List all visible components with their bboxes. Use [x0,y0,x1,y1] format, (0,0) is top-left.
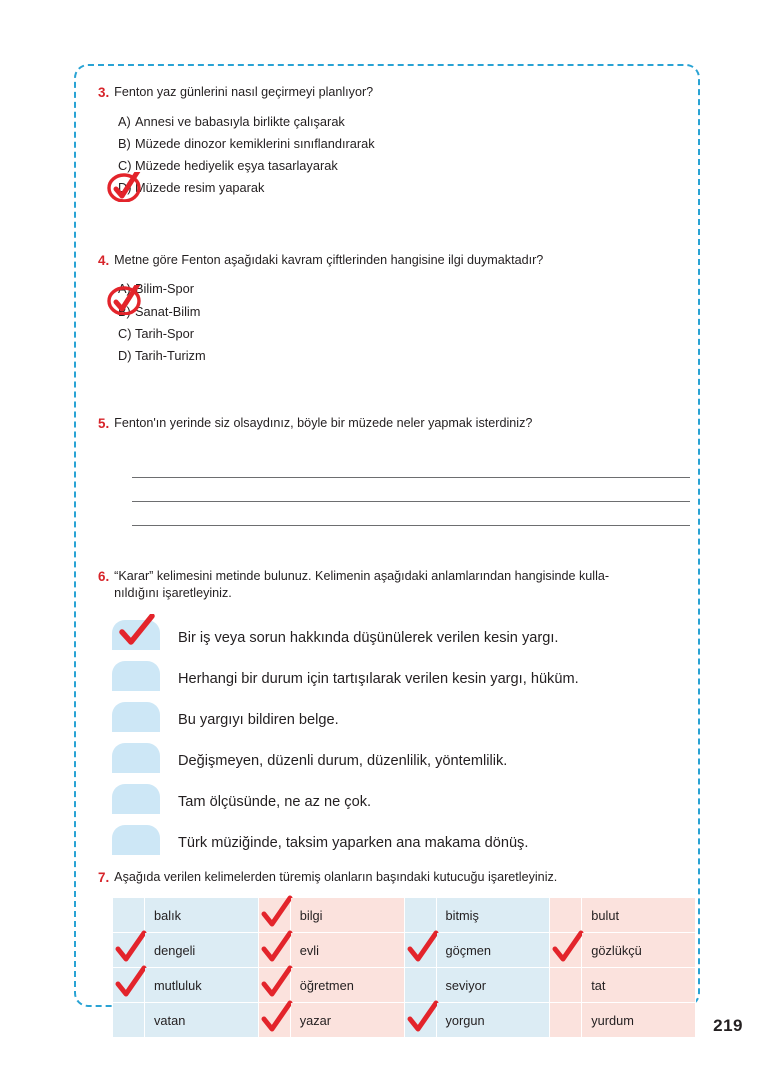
word-checkbox-yazar[interactable] [258,1003,290,1038]
word-checkbox-yurdum[interactable] [550,1003,582,1038]
option-letter: C) [118,325,132,341]
check-icon [405,999,439,1037]
question-7-heading [98,869,682,887]
word-cell-bilgi: bilgi [290,898,404,933]
question-7-prompt: Aşağıda verilen kelimelerden türemiş olanların başındaki kutucuğu işaretleyiniz. [114,870,558,885]
question-4-number: 4. [98,252,110,268]
word-checkbox-dengeli[interactable] [113,933,145,968]
answer-line-1[interactable] [132,454,690,478]
word-cell-dengeli: dengeli [145,933,259,968]
meaning-checkbox-5[interactable] [112,784,160,814]
question-6-meaning-list [112,609,682,855]
word-checkbox-yorgun[interactable] [404,1003,436,1038]
word-checkbox-bulut[interactable] [550,898,582,933]
word-cell-bitmis: bitmiş [436,898,550,933]
question-5-number: 5. [98,415,110,431]
check-icon [405,929,439,967]
option-text: Annesi ve babasıyla birlikte çalışarak [135,113,345,129]
meaning-row-3[interactable] [112,691,682,732]
word-cell-ogretmen: öğretmen [290,968,404,1003]
option-letter: C) [118,158,132,174]
check-icon [113,964,147,1002]
option-text: Sanat-Bilim [135,303,201,319]
meaning-row-1[interactable] [112,609,682,650]
meaning-label-1: Bir iş veya sorun hakkında düşünülerek verilen kesin yargı. [178,630,559,647]
word-checkbox-bilgi[interactable] [258,898,290,933]
word-cell-seviyor: seviyor [436,968,550,1003]
word-cell-gozlukcu: gözlükçü [582,933,696,968]
option-letter: A) [118,281,131,297]
word-cell-bulut: bulut [582,898,696,933]
question-3-options [118,111,682,200]
option-letter: D) [118,348,132,364]
meaning-label-5: Tam ölçüsünde, ne az ne çok. [178,794,372,811]
meaning-row-2[interactable] [112,650,682,691]
question-4 [98,252,682,368]
word-cell-evli: evli [290,933,404,968]
option-text: Müzede hediyelik eşya tasarlayarak [135,158,338,174]
question-3-option-b[interactable] [118,133,682,155]
option-letter: B) [118,303,131,319]
question-6 [98,568,682,855]
option-text: Müzede dinozor kemiklerini sınıflandırarak [135,135,375,151]
word-checkbox-ogretmen[interactable] [258,968,290,1003]
option-text: Tarih-Turizm [135,348,206,364]
meaning-row-6[interactable] [112,814,682,855]
question-3-option-a[interactable] [118,111,682,133]
question-4-option-d[interactable] [118,345,682,367]
option-text: Müzede resim yaparak [135,180,265,196]
question-4-option-c[interactable] [118,323,682,345]
question-4-options [118,278,682,367]
meaning-checkbox-6[interactable] [112,825,160,855]
question-3-option-c[interactable] [118,155,682,177]
table-row [113,898,696,933]
meaning-row-5[interactable] [112,773,682,814]
meaning-checkbox-1[interactable] [112,620,160,650]
word-checkbox-tat[interactable] [550,968,582,1003]
word-checkbox-gozlukcu[interactable] [550,933,582,968]
word-checkbox-balik[interactable] [113,898,145,933]
question-4-heading [98,252,682,270]
word-cell-yurdum: yurdum [582,1003,696,1038]
check-icon [259,964,293,1002]
question-3-option-d[interactable] [118,177,682,199]
word-checkbox-vatan[interactable] [113,1003,145,1038]
question-5-prompt: Fenton'ın yerinde siz olsaydınız, böyle bir müzede neler yapmak isterdiniz? [114,415,533,430]
question-6-prompt-line-2: nıldığını işaretleyiniz. [114,585,232,600]
word-cell-vatan: vatan [145,1003,259,1038]
question-4-option-a[interactable] [118,278,682,300]
question-5-answer-area[interactable] [132,454,682,526]
option-letter: D) [118,180,132,196]
question-5 [98,415,682,527]
check-icon [116,614,156,648]
answer-line-2[interactable] [132,478,690,502]
question-4-option-b[interactable] [118,301,682,323]
meaning-checkbox-2[interactable] [112,661,160,691]
question-5-heading [98,415,682,433]
meaning-row-4[interactable] [112,732,682,773]
table-row [113,933,696,968]
meaning-label-6: Türk müziğinde, taksim yaparken ana makama dönüş. [178,835,529,852]
word-cell-balik: balık [145,898,259,933]
meaning-checkbox-3[interactable] [112,702,160,732]
question-3-heading [98,84,682,102]
word-checkbox-gocmen[interactable] [404,933,436,968]
word-checkbox-seviyor[interactable] [404,968,436,1003]
word-checkbox-evli[interactable] [258,933,290,968]
page-number: 219 [713,1016,743,1035]
question-7-number: 7. [98,870,110,886]
option-text: Bilim-Spor [135,281,195,297]
word-checkbox-bitmis[interactable] [404,898,436,933]
word-table [112,897,696,1038]
question-6-prompt [114,568,609,601]
question-3 [98,84,682,200]
meaning-label-4: Değişmeyen, düzenli durum, düzenlilik, yöntemlilik. [178,753,508,770]
question-3-number: 3. [98,85,110,100]
word-cell-yorgun: yorgun [436,1003,550,1038]
meaning-checkbox-4[interactable] [112,743,160,773]
question-7 [98,869,682,1038]
option-letter: A) [118,113,131,129]
word-checkbox-mutluluk[interactable] [113,968,145,1003]
word-cell-gocmen: göçmen [436,933,550,968]
meaning-label-2: Herhangi bir durum için tartışılarak verilen kesin yargı, hüküm. [178,671,579,688]
table-row [113,1003,696,1038]
question-4-prompt: Metne göre Fenton aşağıdaki kavram çiftlerinden hangisine ilgi duymaktadır? [114,252,544,267]
option-text: Tarih-Spor [135,325,195,341]
check-icon [259,999,293,1037]
option-letter: B) [118,135,131,151]
worksheet-frame [74,64,700,1028]
answer-line-3[interactable] [132,502,690,526]
word-cell-yazar: yazar [290,1003,404,1038]
question-6-heading [98,568,682,601]
question-6-number: 6. [98,569,110,585]
meaning-label-3: Bu yargıyı bildiren belge. [178,712,339,729]
question-6-prompt-line-1: “Karar” kelimesini metinde bulunuz. Kelimenin aşağıdaki anlamlarından hangisinde kulla- [114,569,610,584]
check-icon [550,929,584,967]
check-icon [259,894,293,932]
question-3-prompt: Fenton yaz günlerini nasıl geçirmeyi planlıyor? [114,85,374,99]
word-cell-tat: tat [582,968,696,1003]
check-icon [113,929,147,967]
word-cell-mutluluk: mutluluk [145,968,259,1003]
table-row [113,968,696,1003]
check-icon [259,929,293,967]
